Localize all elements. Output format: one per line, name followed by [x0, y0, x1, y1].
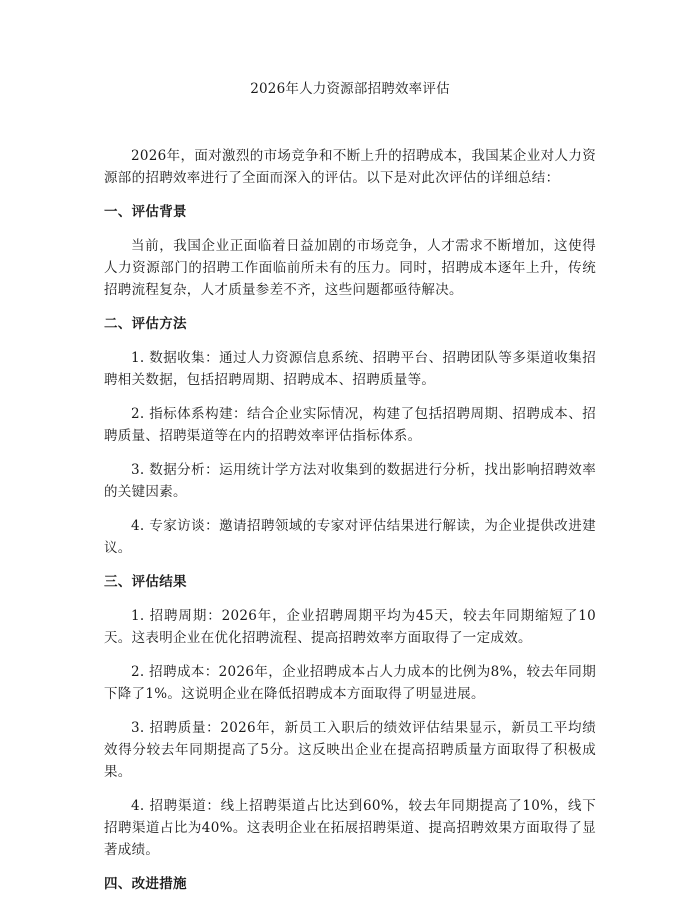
- result-item-4: 4. 招聘渠道：线上招聘渠道占比达到60%，较去年同期提高了10%，线下招聘渠道占比为40%。这表明企业在拓展招聘渠道、提高招聘效果方面取得了显著成绩。: [104, 798, 596, 858]
- method-item-2: 2. 指标体系构建：结合企业实际情况，构建了包括招聘周期、招聘成本、招聘质量、招聘渠道等在内的招聘效率评估指标体系。: [104, 406, 596, 444]
- method-item-3: 3. 数据分析：运用统计学方法对收集到的数据进行分析，找出影响招聘效率的关键因素。: [104, 462, 596, 500]
- background-paragraph: 当前，我国企业正面临着日益加剧的市场竞争，人才需求不断增加，这使得人力资源部门的招聘工作面临前所未有的压力。同时，招聘成本逐年上升，传统招聘流程复杂，人才质量参差不齐，这些问题都亟待解决。: [104, 238, 596, 298]
- intro-paragraph: 2026年，面对激烈的市场竞争和不断上升的招聘成本，我国某企业对人力资源部的招聘效率进行了全面而深入的评估。以下是对此次评估的详细总结：: [104, 148, 596, 186]
- method-item-1: 1. 数据收集：通过人力资源信息系统、招聘平台、招聘团队等多渠道收集招聘相关数据，包括招聘周期、招聘成本、招聘质量等。: [104, 350, 596, 388]
- result-item-2: 2. 招聘成本：2026年，企业招聘成本占人力成本的比例为8%，较去年同期下降了1%。这说明企业在降低招聘成本方面取得了明显进展。: [104, 664, 596, 702]
- result-item-1: 1. 招聘周期：2026年，企业招聘周期平均为45天，较去年同期缩短了10天。这表明企业在优化招聘流程、提高招聘效率方面取得了一定成效。: [104, 608, 596, 646]
- document-title: 2026年人力资源部招聘效率评估: [250, 81, 450, 97]
- result-item-3: 3. 招聘质量：2026年，新员工入职后的绩效评估结果显示，新员工平均绩效得分较去年同期提高了5分。这反映出企业在提高招聘质量方面取得了积极成果。: [104, 720, 596, 780]
- method-item-4: 4. 专家访谈：邀请招聘领域的专家对评估结果进行解读，为企业提供改进建议。: [104, 518, 596, 556]
- section-heading-background: 一、评估背景: [104, 204, 187, 220]
- document-body: [104, 145, 596, 907]
- section-heading-results: 三、评估结果: [104, 574, 187, 590]
- section-heading-improvements: 四、改进措施: [104, 876, 187, 892]
- section-heading-method: 二、评估方法: [104, 316, 187, 332]
